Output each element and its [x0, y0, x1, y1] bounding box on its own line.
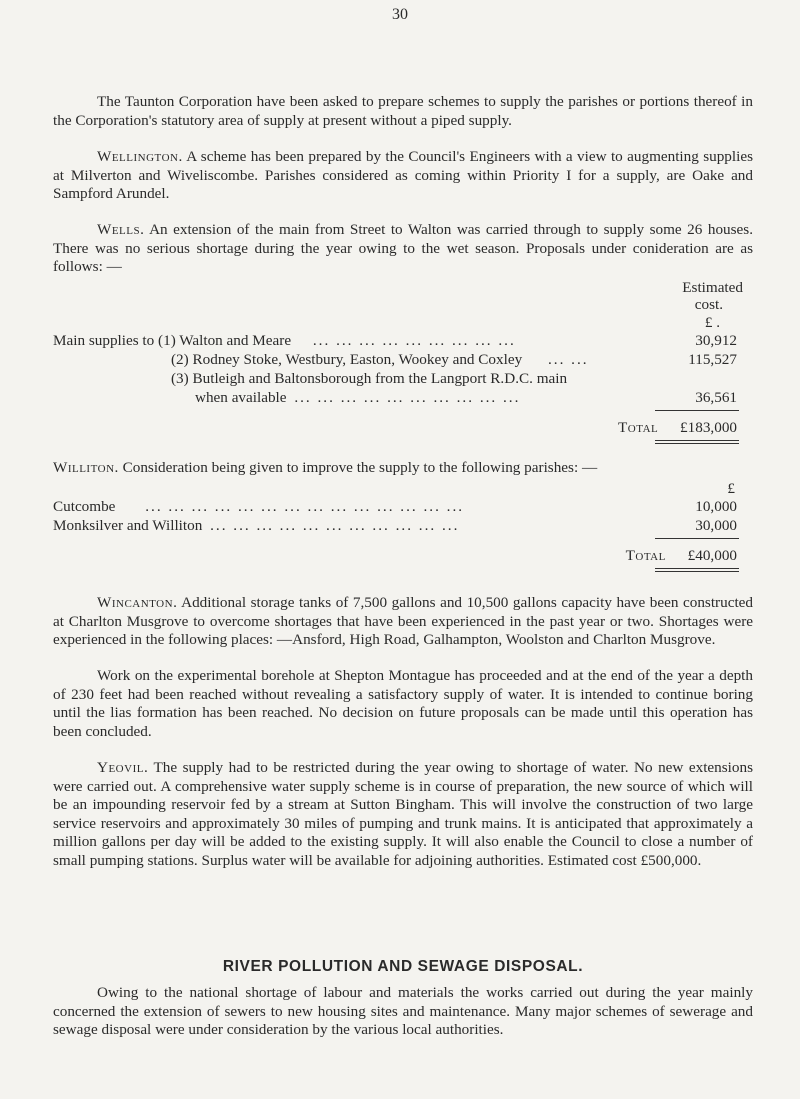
wells-total — [618, 419, 737, 437]
wellington-paragraph — [53, 148, 753, 204]
row-value: 10,000 — [695, 498, 737, 515]
section-heading: RIVER POLLUTION AND SEWAGE DISPOSAL. — [222, 958, 584, 975]
wincanton-label: Wincanton. — [97, 594, 178, 611]
row-value: 30,000 — [695, 517, 737, 534]
leader-dots: ... ... ... ... ... ... ... ... ... — [312, 332, 516, 349]
cost-header: cost. — [694, 296, 723, 313]
yeovil-paragraph — [53, 759, 753, 871]
leader-dots: ... ... ... ... ... ... ... ... ... ... ... ... ... ... — [145, 498, 465, 515]
wincanton-text: Additional storage tanks of 7,500 gallons and 10,500 gallons capacity have been constructed at Charlton Musgrove to overcome shortages that have been experienced in the past year or two. Shortages were experienced in the following places: —Ansford, High Road, Galhampton, Woolston and Charlton Musgrove. — [53, 594, 753, 649]
leader-dots: ... ... ... ... ... ... ... ... ... ... ... — [210, 517, 460, 534]
sum-rule — [655, 410, 739, 411]
williton-text: Consideration being given to improve the supply to the following parishes: — — [118, 459, 598, 476]
wells-row-1 — [53, 332, 753, 350]
total-value: £40,000 — [687, 547, 737, 564]
estimated-header: Estimated — [682, 279, 743, 296]
row-value: 30,912 — [695, 332, 737, 349]
total-value: £183,000 — [680, 419, 737, 436]
leader-dots: ... ... — [547, 351, 589, 368]
williton-label: Williton. — [53, 459, 119, 476]
main-supplies-prefix: Main supplies to — [53, 332, 155, 349]
williton-row-1 — [53, 498, 753, 516]
wells-row-3 — [171, 370, 753, 388]
row-label: Cutcombe — [53, 498, 116, 515]
row-label: (2) Rodney Stoke, Westbury, Easton, Wookey and Coxley — [171, 351, 523, 368]
total-label: Total — [618, 419, 659, 436]
williton-row-2 — [53, 517, 753, 535]
total-double-rule — [655, 440, 739, 444]
williton-total — [626, 547, 737, 565]
river-paragraph: Owing to the national shortage of labour and materials the works carried out during the year mainly concerned the extension of sewers to new housing sites and maintenance. Many major schemes of sewerage and sewage disposal were under consideration by the various local authorities. — [53, 984, 753, 1039]
wells-label: Wells. — [97, 221, 145, 238]
page-number: 30 — [392, 6, 408, 23]
williton-pound-unit: £ — [727, 480, 735, 497]
wellington-text: A scheme has been prepared by the Council's Engineers with a view to augmenting supplies at Milverton and Wiveliscombe. Parishes considered as coming within Priority I for a supply, are Oake and Sampford Arundel. — [53, 148, 753, 203]
leader-dots: ... ... ... ... ... ... ... ... ... ... — [294, 389, 521, 406]
row-label: Monksilver and Williton — [53, 517, 203, 534]
total-double-rule — [655, 568, 739, 572]
row-value: 36,561 — [695, 389, 737, 406]
intro-paragraph: The Taunton Corporation have been asked to prepare schemes to supply the parishes or portions thereof in the Corporation's statutory area of supply at present without a piped supply. — [53, 93, 753, 129]
row-value: 115,527 — [688, 351, 737, 368]
row-label: when available — [195, 389, 287, 406]
wells-row-4 — [195, 389, 753, 407]
yeovil-label: Yeovil. — [97, 759, 149, 776]
pound-unit: £ . — [704, 314, 720, 331]
row-label: (1) Walton and Meare — [158, 332, 292, 349]
wellington-label: Wellington. — [97, 148, 183, 165]
wells-text: An extension of the main from Street to Walton was carried through to supply some 26 houses. There was no serious shortage during the year owing to the wet season. Proposals under conideration are as follows: — — [53, 221, 753, 276]
wells-row-2 — [171, 351, 753, 369]
row-label: (3) Butleigh and Baltonsborough from the Langport R.D.C. main — [171, 370, 568, 387]
total-label: Total — [625, 547, 666, 564]
williton-paragraph — [53, 459, 753, 478]
shepton-paragraph: Work on the experimental borehole at Shepton Montague has proceeded and at the end of the year a depth of 230 feet had been reached without revealing a satisfactory supply of water. It is intended to continue boring until the lias formation has been reached. No decision on future proposals can be made until this operation has been concluded. — [53, 667, 753, 740]
yeovil-text: The supply had to be restricted during the year owing to shortage of water. No new extensions were carried out. A comprehensive water supply scheme is in course of preparation, the new source of which will be an impounding reservoir fed by a stream at Sutton Bingham. This will involve the construction of two large service reservoirs and approximately 30 miles of pumping and trunk mains. It is anticipated that approximately a million gallons per day will be added to the existing supply. It will also enable the Council to close a number of small pumping stations. Surplus water will be available for adjoining authorities. Estimated cost £500,000. — [53, 759, 753, 869]
sum-rule — [655, 538, 739, 539]
wells-paragraph — [53, 221, 753, 277]
wincanton-paragraph — [53, 594, 753, 650]
